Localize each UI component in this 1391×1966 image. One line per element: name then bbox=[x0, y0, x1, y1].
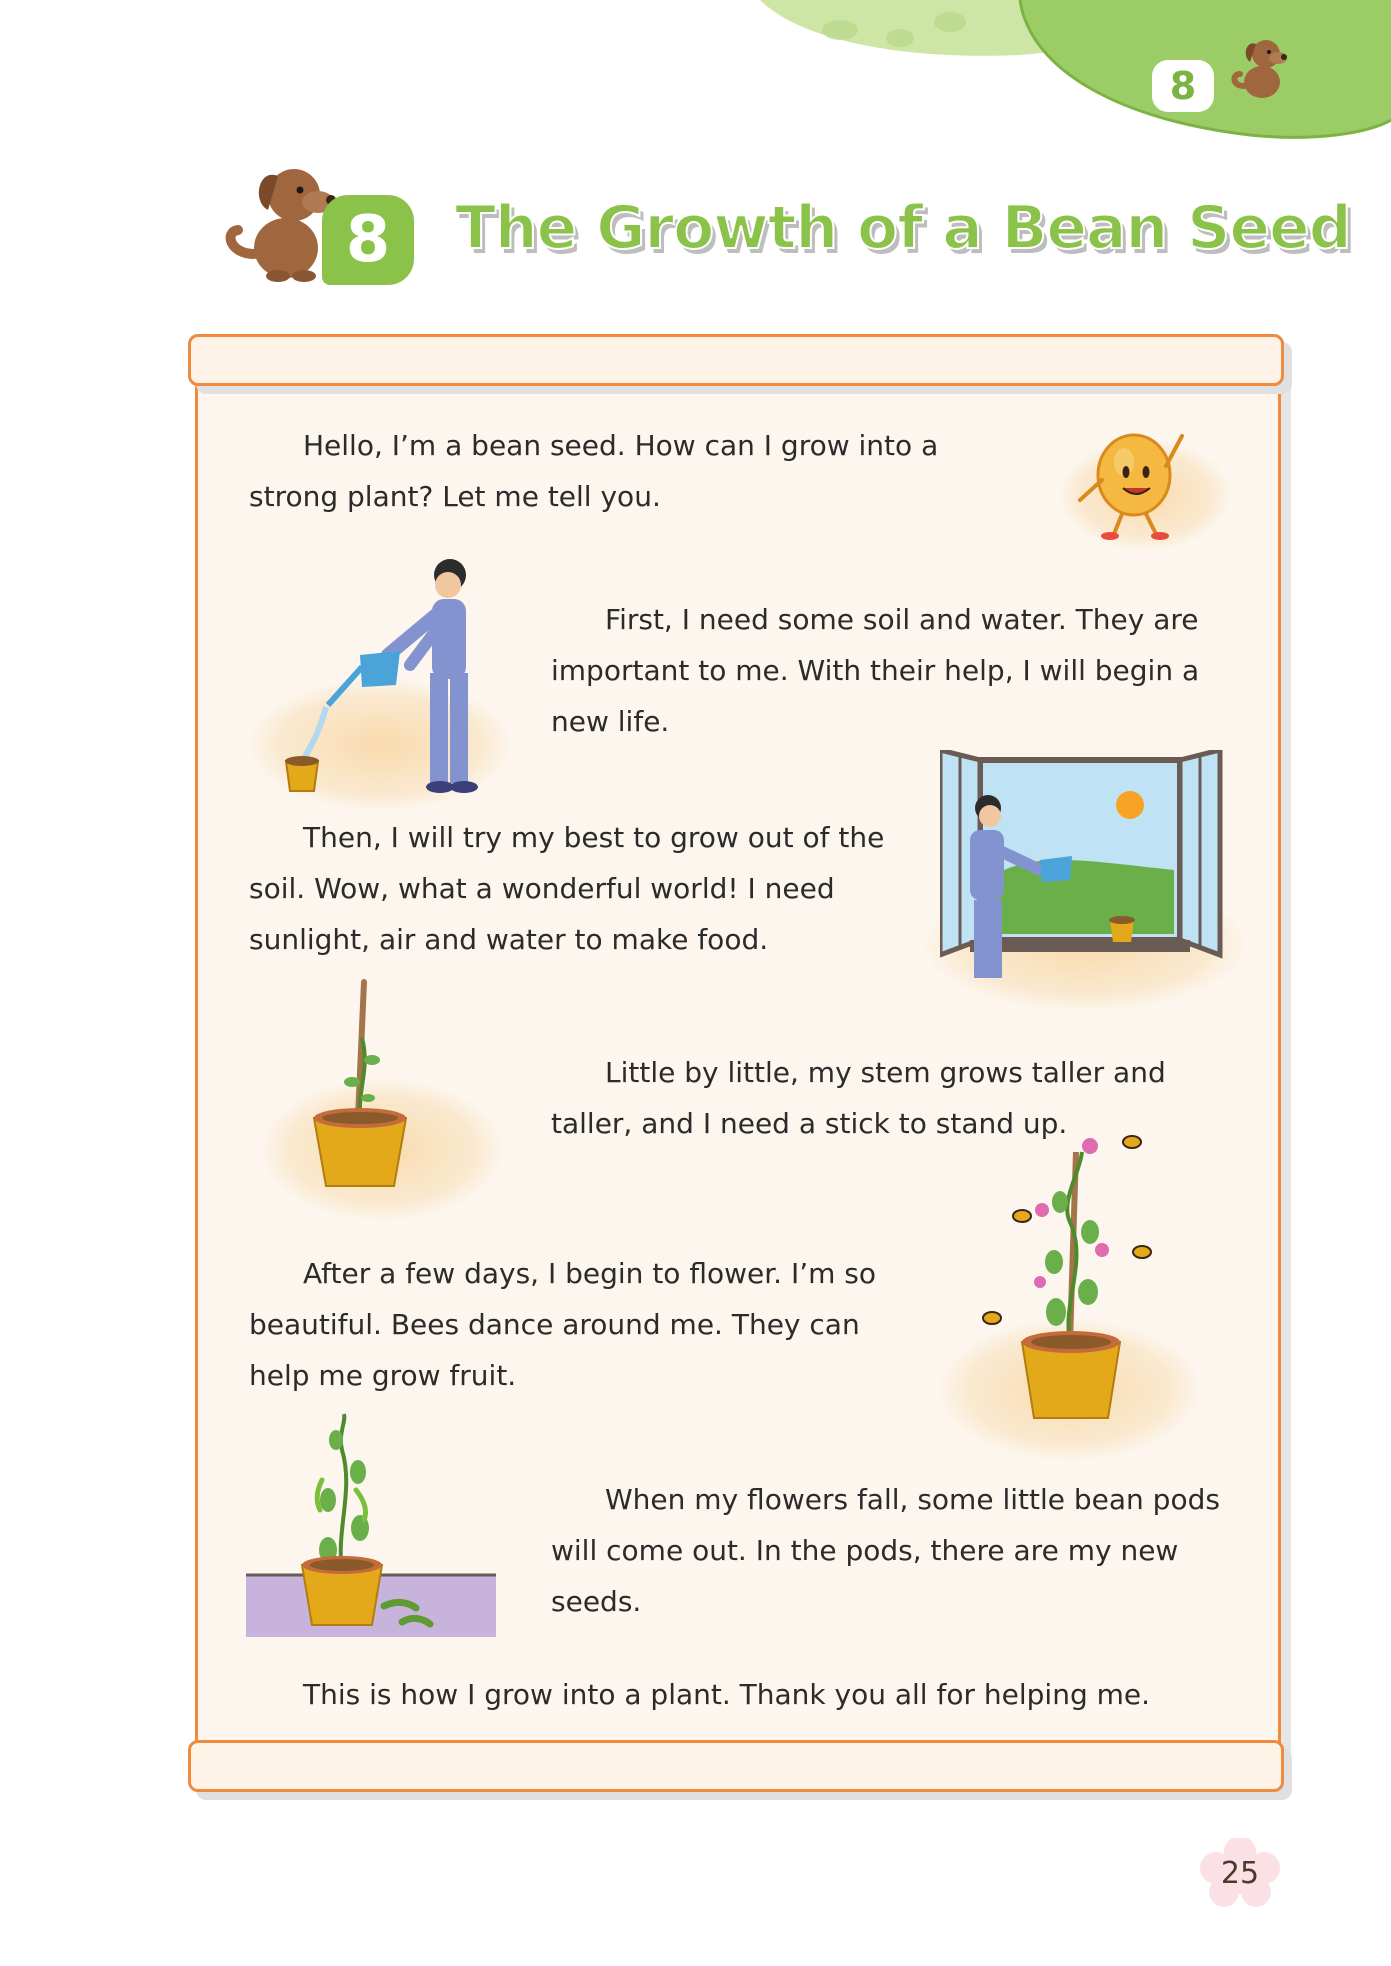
paragraph-line: Little by little, my stem grows taller and bbox=[605, 1056, 1166, 1089]
flowering-plant-with-bees-icon bbox=[970, 1122, 1170, 1422]
paragraph-line: When my flowers fall, some little bean pods bbox=[605, 1483, 1220, 1516]
bean-seed-character-icon bbox=[1066, 420, 1206, 545]
paragraph-line: new life. bbox=[551, 705, 670, 738]
paragraph-line: Hello, I’m a bean seed. How can I grow into a bbox=[303, 429, 939, 462]
paragraph-line: important to me. With their help, I will begin a bbox=[551, 654, 1200, 687]
paragraph-3 bbox=[249, 812, 949, 965]
chapter-badge: 8 bbox=[322, 195, 414, 285]
scroll-top-roll bbox=[188, 334, 1284, 386]
paragraph-line: This is how I grow into a plant. Thank you all for helping me. bbox=[303, 1678, 1151, 1711]
page-title: The Growth of a Bean Seed bbox=[455, 193, 1351, 263]
paragraph-line: taller, and I need a stick to stand up. bbox=[551, 1107, 1068, 1140]
plant-with-bean-pods-icon bbox=[246, 1410, 496, 1640]
paragraph-line: strong plant? Let me tell you. bbox=[249, 480, 661, 513]
paragraph-line: sunlight, air and water to make food. bbox=[249, 923, 769, 956]
boy-at-window-icon bbox=[940, 750, 1230, 985]
paragraph-6 bbox=[551, 1474, 1271, 1627]
paragraph-line: Then, I will try my best to grow out of the bbox=[303, 821, 885, 854]
paragraph-line: beautiful. Bees dance around me. They can bbox=[249, 1308, 860, 1341]
paragraph-line: soil. Wow, what a wonderful world! I need bbox=[249, 872, 835, 905]
paragraph-5 bbox=[249, 1248, 949, 1401]
page-number: 25 bbox=[1220, 1855, 1260, 1891]
paragraph-1 bbox=[249, 420, 1049, 522]
paragraph-line: seeds. bbox=[551, 1585, 642, 1618]
chapter-badge-small: 8 bbox=[1152, 60, 1214, 112]
dog-icon bbox=[1222, 30, 1302, 105]
paragraph-2 bbox=[551, 594, 1251, 747]
scroll-bottom-roll bbox=[188, 1740, 1284, 1792]
paragraph-line: First, I need some soil and water. They are bbox=[605, 603, 1199, 636]
paragraph-7 bbox=[249, 1669, 1249, 1720]
paragraph-line: help me grow fruit. bbox=[249, 1359, 517, 1392]
paragraph-line: will come out. In the pods, there are my new bbox=[551, 1534, 1179, 1567]
paragraph-line: After a few days, I begin to flower. I’m so bbox=[303, 1257, 877, 1290]
boy-watering-pot-icon bbox=[270, 555, 510, 805]
seedling-with-stick-icon bbox=[300, 978, 420, 1190]
